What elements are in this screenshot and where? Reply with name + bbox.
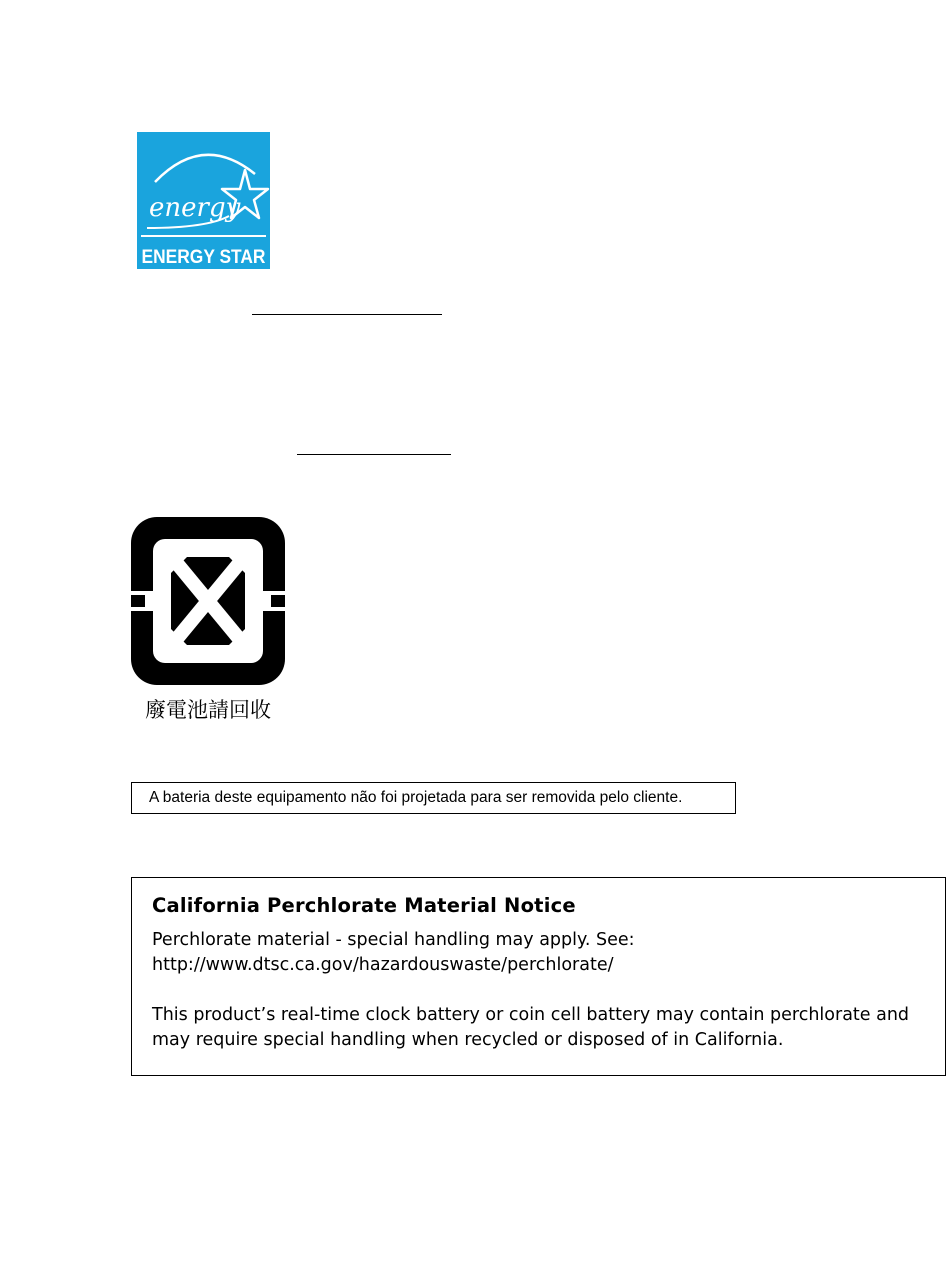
energy-star-logo [137, 132, 270, 269]
energy-script: energy [149, 193, 241, 223]
recycle-caption: 廢電池請回收 [145, 698, 271, 722]
energy-star-label: ENERGY STAR [141, 247, 266, 268]
notice-url: http://www.dtsc.ca.gov/hazardouswaste/perchlorate/ [152, 955, 614, 975]
battery-recycle-logo [131, 517, 285, 685]
blank-line-1 [252, 314, 442, 315]
battery-recycle-icon [131, 517, 285, 685]
california-perchlorate-notice [131, 877, 946, 1076]
notice-line-4: may require special handling when recycled or disposed of in California. [152, 1030, 784, 1050]
notice-line-1: Perchlorate material - special handling may apply. See: [152, 930, 635, 950]
energy-star-icon [137, 132, 270, 269]
brazil-battery-notice: A bateria deste equipamento não foi projetada para ser removida pelo cliente. [131, 782, 736, 814]
blank-line-2 [297, 454, 451, 455]
notice-line-3: This product’s real-time clock battery or coin cell battery may contain perchlorate and [152, 1005, 910, 1025]
notice-title: California Perchlorate Material Notice [152, 894, 576, 917]
